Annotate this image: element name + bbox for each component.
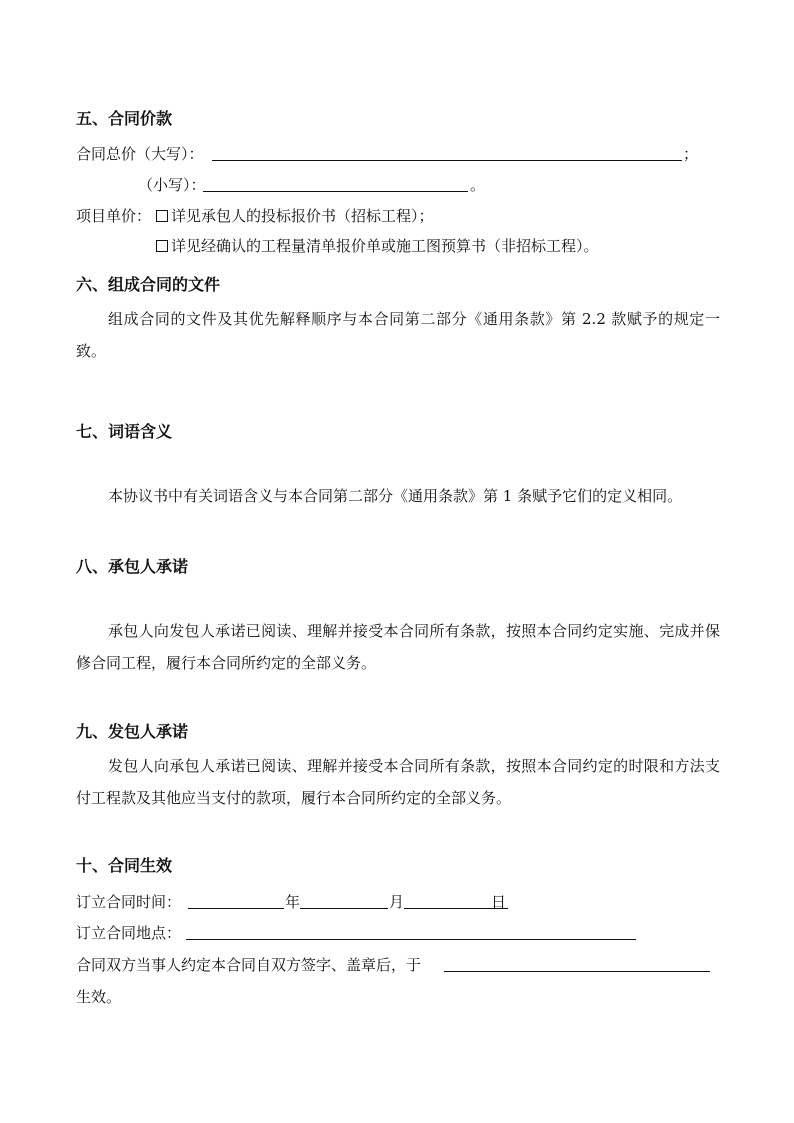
total-price-upper-blank[interactable] <box>212 160 682 161</box>
signing-year-blank[interactable] <box>188 908 284 909</box>
employer-commitment-text: 发包人向承包人承诺已阅读、理解并接受本合同所有条款，按照本合同约定的时限和方法支付工程款及其他应当支付的款项，履行本合同所约定的全部义务。 <box>76 757 720 807</box>
total-price-lower-end: 。 <box>470 176 486 194</box>
heading-terms-meaning: 七、词语含义 <box>76 422 173 441</box>
checkbox-icon[interactable] <box>156 210 168 222</box>
contractor-commitment-text: 承包人向发包人承诺已阅读、理解并接受本合同所有条款，按照本合同约定实施、完成并保修合同工程，履行本合同所约定的全部义务。 <box>76 622 720 672</box>
terms-meaning-text: 本协议书中有关词语含义与本合同第二部分《通用条款》第 1 条赋予它们的定义相同。 <box>108 487 683 505</box>
unit-price-option-bid-text: 详见承包人的投标报价书（招标工程）； <box>171 207 434 225</box>
unit-price-option-nonbid-text: 详见经确认的工程量清单报价单或施工图预算书（非招标工程）。 <box>171 237 599 255</box>
heading-contractor-commitment: 八、承包人承诺 <box>76 557 189 576</box>
effective-end: 生效。 <box>76 988 122 1006</box>
heading-contract-price: 五、合同价款 <box>76 109 173 128</box>
heading-contract-documents: 六、组成合同的文件 <box>76 275 221 294</box>
total-price-upper-end: ； <box>683 145 699 163</box>
unit-price-label: 项目单价： <box>76 207 152 225</box>
unit-price-option-nonbid[interactable] <box>156 235 599 256</box>
heading-contract-effectiveness: 十、合同生效 <box>76 856 173 875</box>
effective-date-blank[interactable] <box>444 971 710 972</box>
signing-time-label: 订立合同时间： <box>76 893 182 911</box>
total-price-upper-label: 合同总价（大写）： <box>76 145 204 163</box>
month-label: 月 <box>389 893 405 911</box>
signing-place-label: 订立合同地点： <box>76 924 182 942</box>
contract-documents-text: 组成合同的文件及其优先解释顺序与本合同第二部分《通用条款》第 2.2 款赋予的规定一致。 <box>76 310 720 360</box>
checkbox-icon[interactable] <box>156 240 168 252</box>
unit-price-option-bid[interactable] <box>156 205 434 226</box>
heading-employer-commitment: 九、发包人承诺 <box>76 722 189 741</box>
signing-month-blank[interactable] <box>300 908 388 909</box>
effective-text: 合同双方当事人约定本合同自双方签字、盖章后，于 <box>76 956 422 974</box>
total-price-lower-label: （小写）： <box>138 176 206 194</box>
signing-place-blank[interactable] <box>186 939 636 940</box>
day-label: 日 <box>491 893 507 911</box>
year-label: 年 <box>285 893 301 911</box>
total-price-lower-blank[interactable] <box>203 191 468 192</box>
